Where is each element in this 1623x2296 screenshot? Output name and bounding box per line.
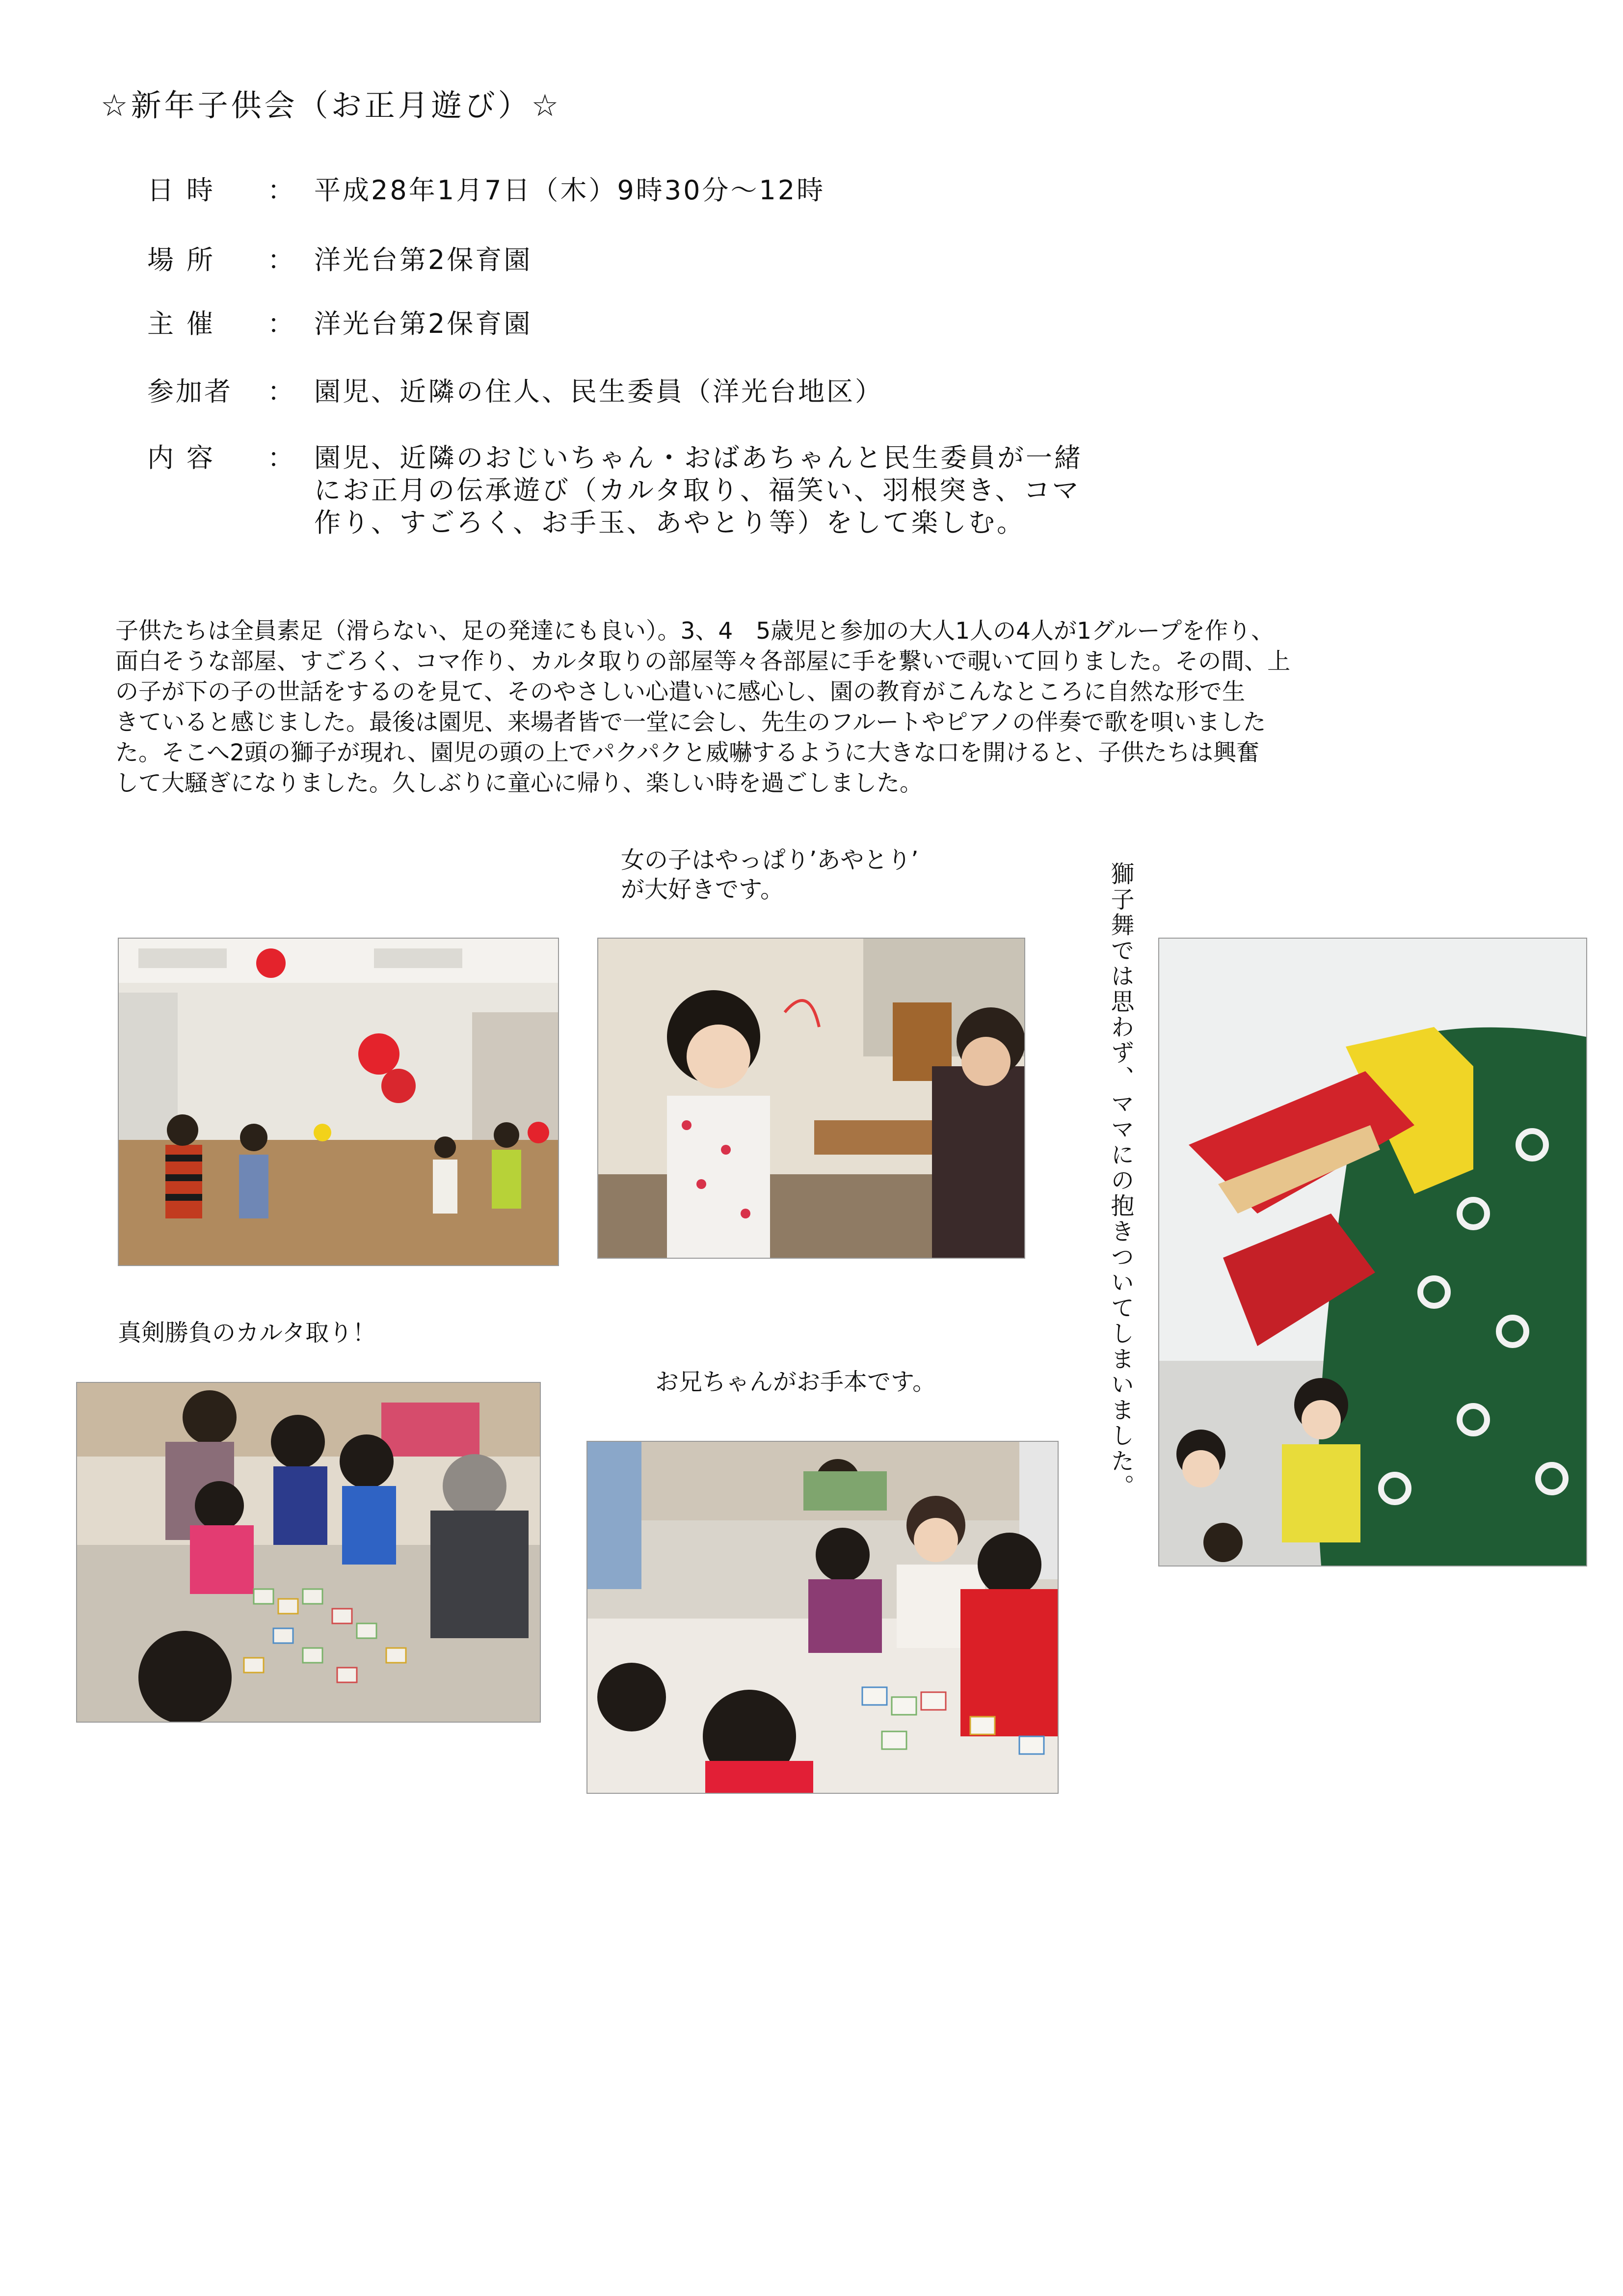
shishimai-photo — [1158, 938, 1587, 1567]
karuta-caption: 真剣勝負のカルタ取り！ — [118, 1319, 376, 1347]
content-label: 内容 — [147, 442, 226, 473]
participants-label: 参加者 — [147, 376, 233, 407]
content-colon: ： — [267, 442, 294, 473]
content-lines — [314, 442, 1083, 539]
ayatori-photo — [597, 938, 1025, 1259]
paragraph-line: の子が下の子の世話をするのを見て、そのやさしい心遣いに感心し、園の教育がこんなところに自然な形で生 — [115, 678, 1246, 705]
page-title: ☆新年子供会（お正月遊び）☆ — [101, 87, 562, 123]
oniichan-caption: お兄ちゃんがお手本です。 — [655, 1368, 936, 1396]
host-value: 洋光台第2保育園 — [314, 308, 532, 339]
participants-value: 園児、近隣の住人、民生委員（洋光台地区） — [314, 376, 883, 407]
paragraph-line: 面白そうな部屋、すごろく、コマ作り、カルタ取りの部屋等々各部屋に手を繋いで覗いて回りました。その間、上 — [115, 648, 1291, 675]
content-line: にお正月の伝承遊び（カルタ取り、福笑い、羽根突き、コマ — [314, 475, 1081, 506]
place-label: 場所 — [147, 244, 226, 275]
date-colon: ： — [267, 175, 294, 206]
oniichan-photo — [586, 1441, 1059, 1794]
participants-colon: ： — [267, 376, 294, 407]
ayatori-caption-line: が大好きです。 — [621, 876, 784, 903]
shishimai-caption: 獅子舞では思わず、ママにの抱きついてしまいました。 — [1107, 862, 1134, 1500]
host-label: 主催 — [147, 308, 226, 339]
content-line: 園児、近隣のおじいちゃん・おばあちゃんと民生委員が一緒 — [314, 442, 1083, 473]
date-value: 平成28年1月7日（木）9時30分～12時 — [314, 175, 825, 206]
content-line: 作り、すごろく、お手玉、あやとり等）をして楽しむ。 — [314, 507, 1025, 538]
paragraph-line: きていると感じました。最後は園児、来場者皆で一堂に会し、先生のフルートやピアノの伴奏で歌を唄いました — [115, 709, 1266, 736]
date-label: 日時 — [147, 175, 226, 206]
paragraph-line: た。そこへ2頭の獅子が現れ、園児の頭の上でパクパクと威嚇するように大きな口を開けると、子供たちは興奮 — [115, 739, 1260, 766]
karuta-photo — [76, 1382, 541, 1723]
balloon-play-photo — [118, 938, 559, 1266]
host-colon: ： — [267, 308, 294, 339]
paragraph-line: して大騒ぎになりました。久しぶりに童心に帰り、楽しい時を過ごしました。 — [115, 770, 923, 797]
place-colon: ： — [267, 244, 294, 275]
ayatori-caption — [621, 845, 919, 904]
place-value: 洋光台第2保育園 — [314, 244, 532, 275]
ayatori-caption-line: 女の子はやっぱり’あやとり’ — [621, 846, 919, 874]
report-paragraph — [115, 616, 1539, 799]
paragraph-line: 子供たちは全員素足（滑らない、足の発達にも良い）。3、4 5歳児と参加の大人1人の4人が1グループを作り、 — [115, 618, 1275, 645]
